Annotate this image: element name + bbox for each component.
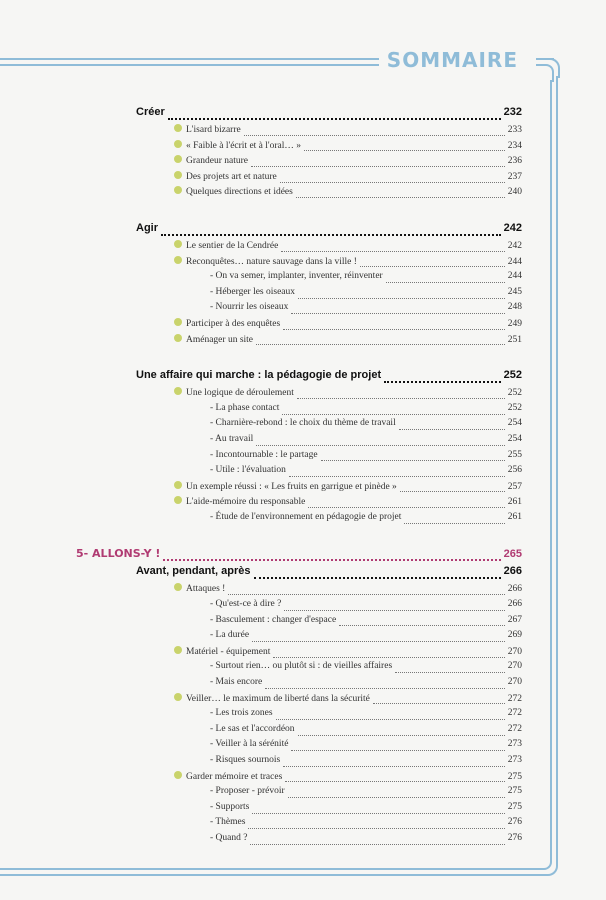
bullet-dot-icon xyxy=(174,140,182,148)
toc-entry-label xyxy=(174,646,270,657)
toc-subitem-row[interactable] xyxy=(136,677,522,693)
toc-entry-label xyxy=(210,677,262,687)
dot-leader xyxy=(288,796,505,798)
toc-entry-text: - Supports xyxy=(210,801,250,812)
dot-leader xyxy=(291,312,504,314)
dot-leader xyxy=(282,413,504,415)
toc-entry-label xyxy=(210,755,280,765)
toc-subitem-row[interactable] xyxy=(136,271,522,287)
toc-entry-text: L'aide-mémoire du responsable xyxy=(186,497,306,508)
frame-top-line xyxy=(0,58,406,60)
toc-entry-label xyxy=(174,256,357,267)
toc-subitem-row[interactable] xyxy=(136,708,522,724)
toc-entry-label xyxy=(174,318,280,329)
toc-entry-label xyxy=(210,615,336,625)
toc-entry-text: Des projets art et nature xyxy=(186,171,277,182)
toc-entry-label xyxy=(210,630,249,640)
toc-entry-text: - On va semer, implanter, inventer, réinventer xyxy=(210,271,383,282)
toc-subsection-row[interactable] xyxy=(136,693,522,709)
toc-entry-text: - Surtout rien… ou plutôt si : de vieilles affaires xyxy=(210,661,393,672)
toc-entry-label xyxy=(210,817,245,827)
dot-leader xyxy=(252,812,504,814)
toc-page-number: 234 xyxy=(507,140,522,151)
toc-entry-label xyxy=(174,693,370,704)
toc-entry-label xyxy=(210,512,401,522)
toc-entry-text: - Basculement : changer d'espace xyxy=(210,614,337,625)
bullet-dot-icon xyxy=(174,334,182,342)
toc-page-number: 244 xyxy=(507,271,522,282)
dot-leader xyxy=(291,749,504,751)
toc-entry-text: - Veiller à la sérénité xyxy=(210,739,289,750)
toc-page-number: 254 xyxy=(507,433,522,444)
toc-page-number: 248 xyxy=(507,302,522,313)
toc-entry-text: - Héberger les oiseaux xyxy=(210,286,296,297)
toc-entry-label xyxy=(136,106,165,118)
toc-page-number: 240 xyxy=(507,187,522,198)
dot-leader xyxy=(163,558,500,561)
toc-page-number: 270 xyxy=(507,661,522,672)
dot-leader xyxy=(404,522,504,524)
toc-subitem-row[interactable] xyxy=(136,418,522,434)
toc-entry-label xyxy=(174,496,305,507)
toc-page-number: 276 xyxy=(507,817,522,828)
toc-entry-text: - Les trois zones xyxy=(210,708,273,719)
toc-page-number: 257 xyxy=(507,481,522,492)
page-title: SOMMAIRE xyxy=(379,46,526,74)
bullet-dot-icon xyxy=(174,496,182,504)
toc-subitem-row[interactable] xyxy=(136,724,522,740)
toc-page-number: 244 xyxy=(507,256,522,267)
toc-page-number: 273 xyxy=(507,739,522,750)
dot-leader xyxy=(285,780,504,782)
toc-entry-text: - Quand ? xyxy=(210,832,248,843)
toc-entry-text: Avant, pendant, après xyxy=(136,565,251,578)
toc-page-number: 266 xyxy=(507,599,522,610)
toc-entry-text: Le sentier de la Cendrée xyxy=(186,240,279,251)
toc-page-number: 273 xyxy=(507,755,522,765)
toc-entry-text: - Le sas et l'accordéon xyxy=(210,723,295,734)
toc-subsection-row[interactable] xyxy=(136,481,522,497)
toc-entry-text: - Utile : l'évaluation xyxy=(210,465,286,476)
toc-page-number: 272 xyxy=(507,723,522,734)
toc-subsection-row[interactable] xyxy=(136,646,522,662)
toc-page-number: 266 xyxy=(503,565,522,578)
bullet-dot-icon xyxy=(174,771,182,779)
toc-entry-text: L'isard bizarre xyxy=(186,125,241,135)
dot-leader xyxy=(298,297,505,299)
toc-page-number: 261 xyxy=(507,497,522,508)
toc-page-number: 266 xyxy=(507,584,522,595)
toc-entry-label xyxy=(210,450,318,460)
toc-subitem-row[interactable] xyxy=(136,450,522,466)
bullet-dot-icon xyxy=(174,240,182,248)
frame-bottom-line-inner xyxy=(0,868,538,870)
dot-leader xyxy=(228,593,504,595)
toc-entry-label xyxy=(136,565,251,577)
bullet-dot-icon xyxy=(174,155,182,163)
toc-subsection-row[interactable] xyxy=(136,318,522,334)
dot-leader xyxy=(321,459,505,461)
toc-subitem-row[interactable] xyxy=(136,755,522,771)
toc-entry-text: 5- ALLONS-Y ! xyxy=(76,547,161,561)
toc-section-row[interactable] xyxy=(136,369,522,387)
toc-entry-label xyxy=(174,124,241,135)
frame-bottom-line xyxy=(0,874,542,876)
toc-entry-label xyxy=(210,271,383,281)
toc-subsection-row[interactable] xyxy=(136,496,522,512)
toc-subsection-row[interactable] xyxy=(136,256,522,272)
toc-page-number: 242 xyxy=(507,240,522,251)
toc-page-number: 255 xyxy=(507,449,522,460)
toc-entry-label xyxy=(210,833,247,843)
toc-subitem-row[interactable] xyxy=(136,817,522,833)
toc-subsection-row[interactable] xyxy=(136,171,522,187)
toc-subsection-row[interactable] xyxy=(136,583,522,599)
toc-page-number: 265 xyxy=(503,548,522,561)
frame-top-line-inner xyxy=(0,64,404,66)
toc-entry-label xyxy=(210,302,288,312)
toc-entry-text: - La durée xyxy=(210,630,250,641)
toc-subsection-row[interactable] xyxy=(136,186,522,202)
toc-entry-label xyxy=(174,240,278,251)
toc-entry-text: - Qu'est-ce à dire ? xyxy=(210,599,282,610)
section-spacer xyxy=(136,527,522,547)
toc-entry-label xyxy=(174,481,397,492)
bullet-dot-icon xyxy=(174,186,182,194)
toc-section-row[interactable] xyxy=(136,106,522,124)
toc-entry-text: Agir xyxy=(136,221,158,234)
toc-page-number: 275 xyxy=(507,786,522,797)
toc-page-number: 249 xyxy=(507,318,522,329)
toc-page-number: 252 xyxy=(507,388,522,399)
bullet-dot-icon xyxy=(174,256,182,264)
toc-entry-text: Veiller… le maximum de liberté dans la sécurité xyxy=(186,693,370,704)
toc-entry-text: - La phase contact xyxy=(210,402,280,413)
dot-leader xyxy=(400,490,505,492)
toc-page-number: 252 xyxy=(503,369,522,382)
toc-entry-label xyxy=(210,403,279,413)
toc-entry-label xyxy=(210,599,281,609)
toc-entry-text: Matériel - équipement xyxy=(186,646,271,657)
toc-subitem-row[interactable] xyxy=(136,615,522,631)
toc-page-number: 232 xyxy=(503,106,522,118)
bullet-dot-icon xyxy=(174,387,182,395)
toc-section-row[interactable] xyxy=(136,565,522,583)
toc-subsection-row[interactable] xyxy=(136,124,522,140)
toc-entry-text: « Faible à l'écrit et à l'oral… » xyxy=(186,140,302,151)
toc-entry-text: Une logique de déroulement xyxy=(186,388,294,399)
toc-page-number: 276 xyxy=(507,832,522,843)
toc-entry-label xyxy=(174,334,253,345)
toc-subitem-row[interactable] xyxy=(136,287,522,303)
dot-leader xyxy=(265,687,505,689)
toc-entry-label xyxy=(174,171,277,182)
toc-page-number: 269 xyxy=(507,630,522,641)
dot-leader xyxy=(254,576,501,579)
toc-entry-text: Quelques directions et idées xyxy=(186,187,293,198)
toc-entry-label xyxy=(136,369,381,381)
toc-entry-label xyxy=(210,418,396,428)
toc-subsection-row[interactable] xyxy=(136,334,522,350)
toc-page-number: 237 xyxy=(507,171,522,182)
table-of-contents xyxy=(76,106,522,849)
dot-leader xyxy=(168,117,501,120)
toc-subitem-row[interactable] xyxy=(136,403,522,419)
dot-leader xyxy=(276,718,505,720)
toc-subitem-row[interactable] xyxy=(136,786,522,802)
toc-entry-label xyxy=(136,222,158,234)
toc-section-row[interactable] xyxy=(136,222,522,240)
toc-page-number: 252 xyxy=(507,402,522,413)
toc-entry-text: Créer xyxy=(136,106,165,118)
dot-leader xyxy=(298,734,505,736)
toc-page-number: 275 xyxy=(507,771,522,782)
toc-entry-text: Aménager un site xyxy=(186,334,254,345)
toc-subitem-row[interactable] xyxy=(136,434,522,450)
toc-entry-label xyxy=(174,140,301,151)
dot-leader xyxy=(161,233,501,236)
dot-leader xyxy=(360,265,505,267)
toc-entry-text: Grandeur nature xyxy=(186,156,248,167)
toc-entry-label xyxy=(210,287,295,297)
toc-entry-text: Participer à des enquêtes xyxy=(186,318,281,329)
toc-subitem-row[interactable] xyxy=(136,512,522,528)
toc-entry-label xyxy=(174,155,248,166)
dot-leader xyxy=(281,250,504,252)
toc-entry-text: - Risques sournois xyxy=(210,755,281,765)
dot-leader xyxy=(284,609,504,611)
dot-leader xyxy=(384,380,501,383)
toc-entry-label xyxy=(210,739,288,749)
toc-entry-text: - Charnière-rebond : le choix du thème de travail xyxy=(210,418,396,429)
bullet-dot-icon xyxy=(174,318,182,326)
toc-entry-label xyxy=(210,465,286,475)
toc-entry-text: - Étude de l'environnement en pédagogie de projet xyxy=(210,511,402,522)
dot-leader xyxy=(250,843,504,845)
dot-leader xyxy=(244,134,505,136)
toc-entry-label xyxy=(210,724,295,734)
frame-right-line-inner xyxy=(550,80,552,860)
section-spacer xyxy=(136,349,522,369)
toc-subsection-row[interactable] xyxy=(136,155,522,171)
toc-entry-label xyxy=(76,547,160,560)
bullet-dot-icon xyxy=(174,124,182,132)
toc-page-number: 261 xyxy=(507,511,522,522)
toc-page-number: 272 xyxy=(507,708,522,719)
toc-entry-text: Attaques ! xyxy=(186,584,226,595)
toc-page-number: 275 xyxy=(507,801,522,812)
dot-leader xyxy=(297,397,505,399)
dot-leader xyxy=(395,671,505,673)
toc-entry-label xyxy=(174,583,225,594)
toc-entry-text: - Au travail xyxy=(210,433,254,444)
toc-entry-text: - Incontournable : le partage xyxy=(210,449,318,460)
bullet-dot-icon xyxy=(174,646,182,654)
bullet-dot-icon xyxy=(174,583,182,591)
toc-page-number: 236 xyxy=(507,156,522,167)
toc-entry-label xyxy=(174,186,293,197)
toc-subitem-row[interactable] xyxy=(136,802,522,818)
toc-entry-text: Reconquêtes… nature sauvage dans la ville ! xyxy=(186,256,357,267)
toc-page-number: 254 xyxy=(507,418,522,429)
dot-leader xyxy=(251,165,505,167)
dot-leader xyxy=(283,765,505,767)
dot-leader xyxy=(373,702,505,704)
toc-page-number: 256 xyxy=(507,465,522,476)
toc-entry-label xyxy=(210,661,392,671)
dot-leader xyxy=(308,506,504,508)
toc-page-number: 233 xyxy=(507,125,522,135)
toc-subsection-row[interactable] xyxy=(136,771,522,787)
toc-entry-label xyxy=(210,434,253,444)
toc-subitem-row[interactable] xyxy=(136,302,522,318)
bullet-dot-icon xyxy=(174,481,182,489)
toc-entry-text: - Nourrir les oiseaux xyxy=(210,302,289,313)
toc-entry-text: - Thèmes xyxy=(210,817,246,828)
toc-page-number: 272 xyxy=(507,693,522,704)
toc-page-number: 251 xyxy=(507,334,522,345)
dot-leader xyxy=(248,827,504,829)
toc-page-number: 242 xyxy=(503,221,522,234)
dot-leader xyxy=(283,328,505,330)
dot-leader xyxy=(280,181,505,183)
dot-leader xyxy=(339,624,505,626)
toc-subsection-row[interactable] xyxy=(136,240,522,256)
toc-subitem-row[interactable] xyxy=(136,661,522,677)
toc-chapter-row[interactable] xyxy=(76,547,522,565)
toc-entry-label xyxy=(210,802,249,812)
toc-page-number: 270 xyxy=(507,646,522,657)
dot-leader xyxy=(289,475,505,477)
toc-page-number: 245 xyxy=(507,286,522,297)
dot-leader xyxy=(252,640,505,642)
toc-entry-text: Une affaire qui marche : la pédagogie de projet xyxy=(136,369,382,382)
toc-entry-label xyxy=(210,786,285,796)
dot-leader xyxy=(399,428,505,430)
dot-leader xyxy=(256,343,505,345)
frame-right-line xyxy=(556,76,558,864)
toc-subitem-row[interactable] xyxy=(136,739,522,755)
toc-entry-label xyxy=(210,708,273,718)
toc-entry-text: Garder mémoire et traces xyxy=(186,771,283,782)
section-spacer xyxy=(136,202,522,222)
toc-page-number: 267 xyxy=(507,614,522,625)
bullet-dot-icon xyxy=(174,171,182,179)
toc-entry-label xyxy=(174,771,282,782)
dot-leader xyxy=(296,196,505,198)
dot-leader xyxy=(386,281,505,283)
toc-subitem-row[interactable] xyxy=(136,599,522,615)
toc-entry-text: - Mais encore xyxy=(210,677,263,688)
dot-leader xyxy=(256,444,504,446)
toc-entry-text: Un exemple réussi : « Les fruits en garrigue et pinède » xyxy=(186,481,397,492)
toc-subitem-row[interactable] xyxy=(136,833,522,849)
toc-page-number: 270 xyxy=(507,677,522,688)
toc-subitem-row[interactable] xyxy=(136,465,522,481)
toc-subsection-row[interactable] xyxy=(136,387,522,403)
dot-leader xyxy=(273,656,504,658)
bullet-dot-icon xyxy=(174,693,182,701)
toc-entry-text: - Proposer - prévoir xyxy=(210,786,285,797)
toc-subsection-row[interactable] xyxy=(136,140,522,156)
toc-subitem-row[interactable] xyxy=(136,630,522,646)
dot-leader xyxy=(304,149,505,151)
toc-entry-label xyxy=(174,387,294,398)
